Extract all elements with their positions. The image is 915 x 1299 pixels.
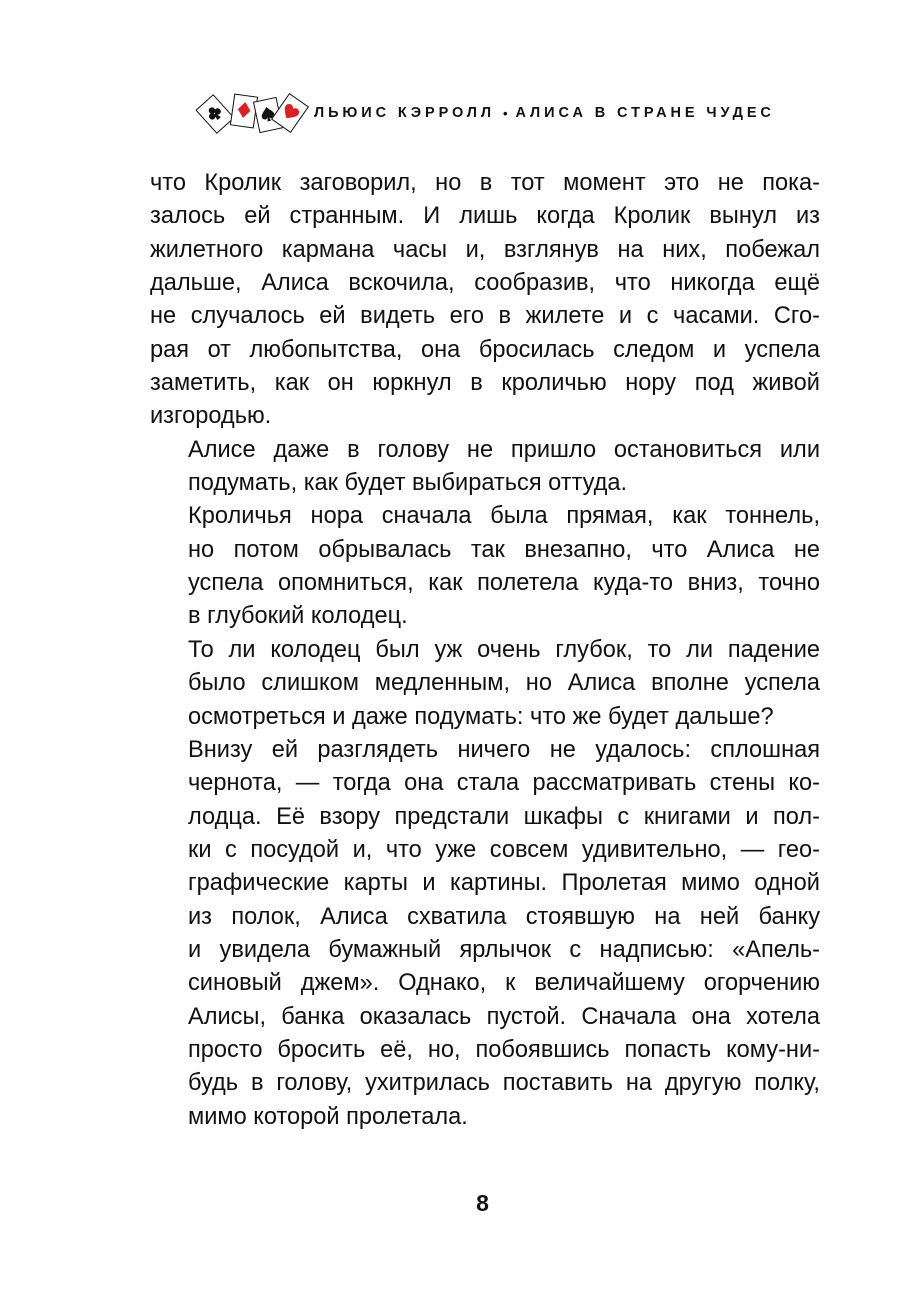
- text-line: подумать, как будет выбираться оттуда.: [188, 470, 628, 497]
- paragraph: [150, 500, 820, 633]
- text-line: просто бросить её, но, побоявшись попасть кому-ни-: [188, 1036, 820, 1063]
- text-line: в глубокий колодец.: [188, 603, 408, 630]
- text-line: рая от любопытства, она бросилась следом и успела: [150, 336, 820, 363]
- text-line: и увидела бумажный ярлычок с надписью: «Апель-: [188, 936, 820, 963]
- text-line: изгородью.: [150, 403, 272, 430]
- text-line: из полок, Алиса схватила стоявшую на ней банку: [188, 903, 820, 930]
- text-line: Алисе даже в голову не пришло остановиться или: [188, 436, 820, 463]
- text-line: дальше, Алиса вскочила, сообразив, что никогда ещё: [150, 270, 820, 297]
- heart-icon: [278, 100, 303, 125]
- text-line: заметить, как он юркнул в кроличью нору под живой: [150, 370, 820, 397]
- text-line: синовый джем». Однако, к величайшему огорчению: [188, 970, 820, 997]
- text-line: То ли колодец был уж очень глубок, то ли падение: [188, 636, 820, 663]
- text-line: будь в голову, ухитрилась поставить на другую полку,: [188, 1070, 820, 1097]
- text-line: не случалось ей видеть его в жилете и с часами. Сго-: [150, 303, 820, 330]
- book-title: АЛИСА В СТРАНЕ ЧУДЕС: [515, 105, 775, 121]
- text-line: мимо которой пролетала.: [188, 1103, 468, 1130]
- header-title-line: [314, 105, 775, 121]
- running-header: [198, 88, 778, 138]
- paragraph: [150, 634, 820, 734]
- text-line: но потом обрывалась так внезапно, что Алиса не: [188, 536, 820, 563]
- text-line: чернота, — тогда она стала рассматривать стены ко-: [188, 770, 820, 797]
- text-line: ки с посудой и, что уже совсем удивительно, — гео-: [188, 836, 820, 863]
- playing-cards-ornament: [198, 88, 310, 138]
- header-separator: •: [502, 105, 508, 121]
- text-line: Алисы, банка оказалась пустой. Сначала она хотела: [188, 1003, 820, 1030]
- page-number: 8: [476, 1190, 489, 1216]
- book-author: ЛЬЮИС КЭРРОЛЛ: [314, 105, 495, 121]
- text-line: осмотреться и даже подумать: что же будет дальше?: [188, 703, 774, 730]
- text-line: Кроличья нора сначала была прямая, как тоннель,: [188, 503, 820, 530]
- text-line: графические карты и картины. Пролетая мимо одной: [188, 870, 820, 897]
- body-text: [150, 167, 820, 1134]
- text-line: успела опомниться, как полетела куда-то вниз, точно: [188, 570, 820, 597]
- paragraph: [150, 734, 820, 1134]
- text-line: залось ей странным. И лишь когда Кролик вынул из: [150, 203, 820, 230]
- text-line: было слишком медленным, но Алиса вполне успела: [188, 670, 820, 697]
- text-line: Внизу ей разглядеть ничего не удалось: сплошная: [188, 736, 820, 763]
- text-line: что Кролик заговорил, но в тот момент это не пока-: [150, 170, 820, 196]
- paragraph: [150, 434, 820, 501]
- text-line: жилетного кармана часы и, взглянув на них, побежал: [150, 236, 820, 263]
- diamond-icon: [234, 100, 254, 120]
- club-icon: [202, 101, 227, 126]
- card-club: [195, 94, 234, 134]
- card-diamond: [230, 93, 258, 128]
- text-line: лодца. Её взору предстали шкафы с книгами и пол-: [188, 803, 820, 830]
- paragraph: [150, 167, 820, 434]
